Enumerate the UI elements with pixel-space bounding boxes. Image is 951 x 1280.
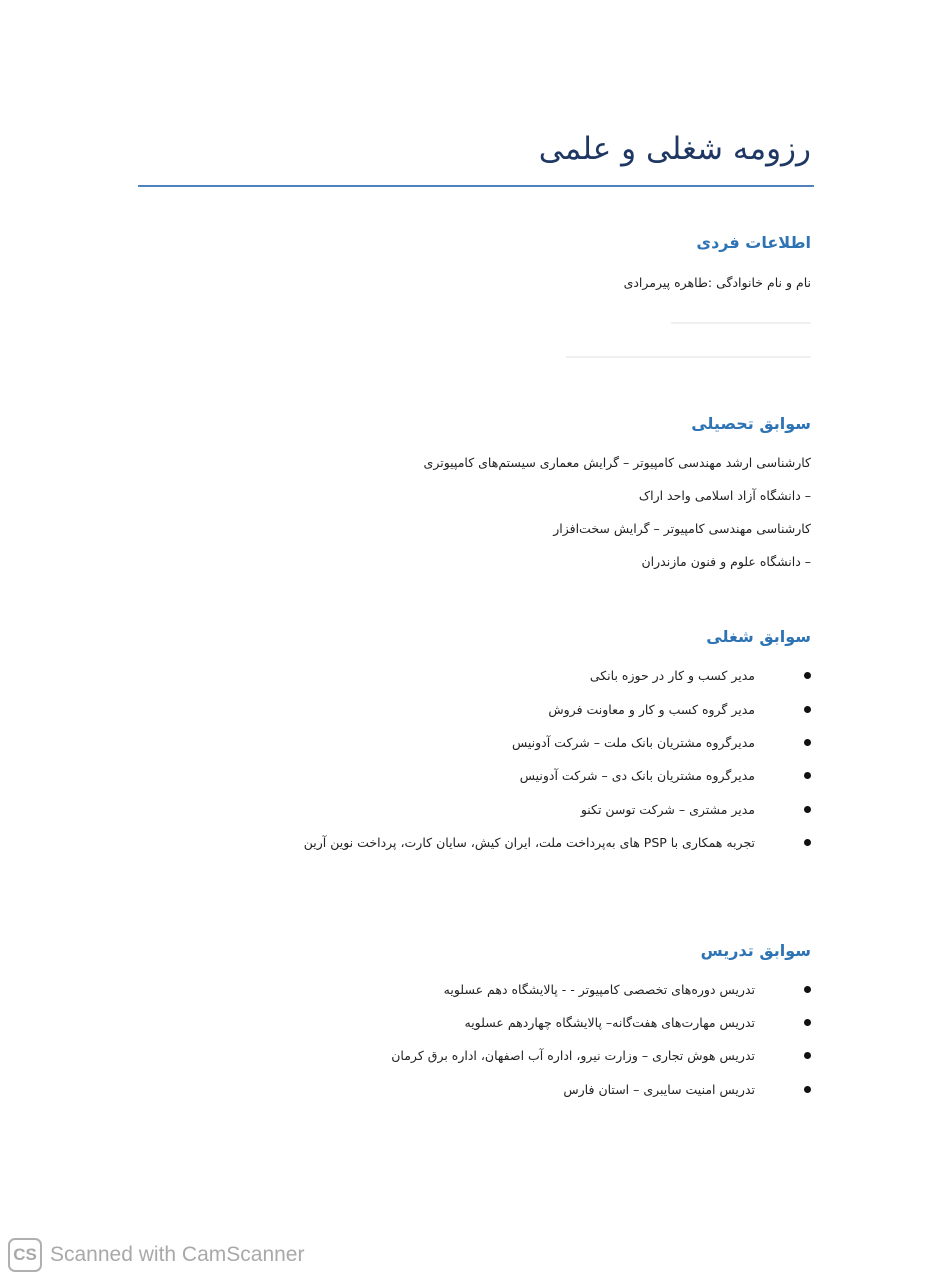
list-item bbox=[131, 766, 811, 786]
title-divider bbox=[138, 185, 814, 187]
bullet-icon bbox=[804, 806, 811, 813]
list-item bbox=[131, 733, 811, 753]
personal-info-heading: اطلاعات فردی bbox=[696, 233, 811, 252]
list-item bbox=[131, 1080, 811, 1100]
watermark-text: Scanned with CamScanner bbox=[50, 1243, 305, 1266]
teaching-heading: سوابق تدریس bbox=[700, 941, 811, 960]
teaching-item-text: تدریس امنیت سایبری – استان فارس bbox=[563, 1082, 755, 1097]
education-line: – دانشگاه آزاد اسلامی واحد اراک bbox=[638, 488, 811, 503]
education-heading: سوابق تحصیلی bbox=[691, 414, 811, 433]
list-item bbox=[131, 700, 811, 720]
bullet-icon bbox=[804, 1052, 811, 1059]
camscanner-logo-icon: CS bbox=[8, 1238, 42, 1272]
bullet-icon bbox=[804, 986, 811, 993]
name-line: نام و نام خانوادگی :طاهره پیرمرادی bbox=[623, 275, 811, 290]
faded-line bbox=[671, 322, 811, 324]
teaching-item-text: تدریس مهارت‌های هفت‌گانه– پالایشگاه چهاردهم عسلویه bbox=[464, 1015, 755, 1030]
job-item-text: مدیر کسب و کار در حوزه بانکی bbox=[589, 668, 755, 683]
job-item-text: مدیرگروه مشتریان بانک ملت – شرکت آدونیس bbox=[511, 735, 755, 750]
teaching-item-text: تدریس هوش تجاری – وزارت نیرو، اداره آب اصفهان، اداره برق کرمان bbox=[391, 1048, 755, 1063]
bullet-icon bbox=[804, 772, 811, 779]
camscanner-watermark bbox=[8, 1237, 304, 1273]
list-item bbox=[131, 800, 811, 820]
education-line: کارشناسی مهندسی کامپیوتر – گرایش سخت‌افزار bbox=[553, 521, 811, 536]
faded-line bbox=[566, 356, 811, 358]
education-line: کارشناسی ارشد مهندسی کامپیوتر – گرایش معماری سیستم‌های کامپیوتری bbox=[423, 455, 811, 470]
bullet-icon bbox=[804, 1019, 811, 1026]
jobs-heading: سوابق شغلی bbox=[706, 627, 811, 646]
job-item-text: مدیر مشتری – شرکت توسن تکنو bbox=[580, 802, 755, 817]
job-item-text: تجربه همکاری با PSP های به‌پرداخت ملت، ایران کیش، سایان کارت، پرداخت نوین آرین bbox=[303, 835, 755, 850]
list-item bbox=[131, 1046, 811, 1066]
teaching-item-text: تدریس دوره‌های تخصصی کامپیوتر - - پالایشگاه دهم عسلویه bbox=[443, 982, 755, 997]
page-title: رزومه شغلی و علمی bbox=[538, 131, 811, 167]
bullet-icon bbox=[804, 706, 811, 713]
bullet-icon bbox=[804, 1086, 811, 1093]
bullet-icon bbox=[804, 839, 811, 846]
job-item-text: مدیرگروه مشتریان بانک دی – شرکت آدونیس bbox=[519, 768, 755, 783]
list-item bbox=[131, 833, 811, 853]
job-item-text: مدیر گروه کسب و کار و معاونت فروش bbox=[548, 702, 755, 717]
list-item bbox=[131, 980, 811, 1000]
bullet-icon bbox=[804, 739, 811, 746]
list-item bbox=[131, 666, 811, 686]
bullet-icon bbox=[804, 672, 811, 679]
list-item bbox=[131, 1013, 811, 1033]
education-line: – دانشگاه علوم و فنون مازندران bbox=[641, 554, 811, 569]
